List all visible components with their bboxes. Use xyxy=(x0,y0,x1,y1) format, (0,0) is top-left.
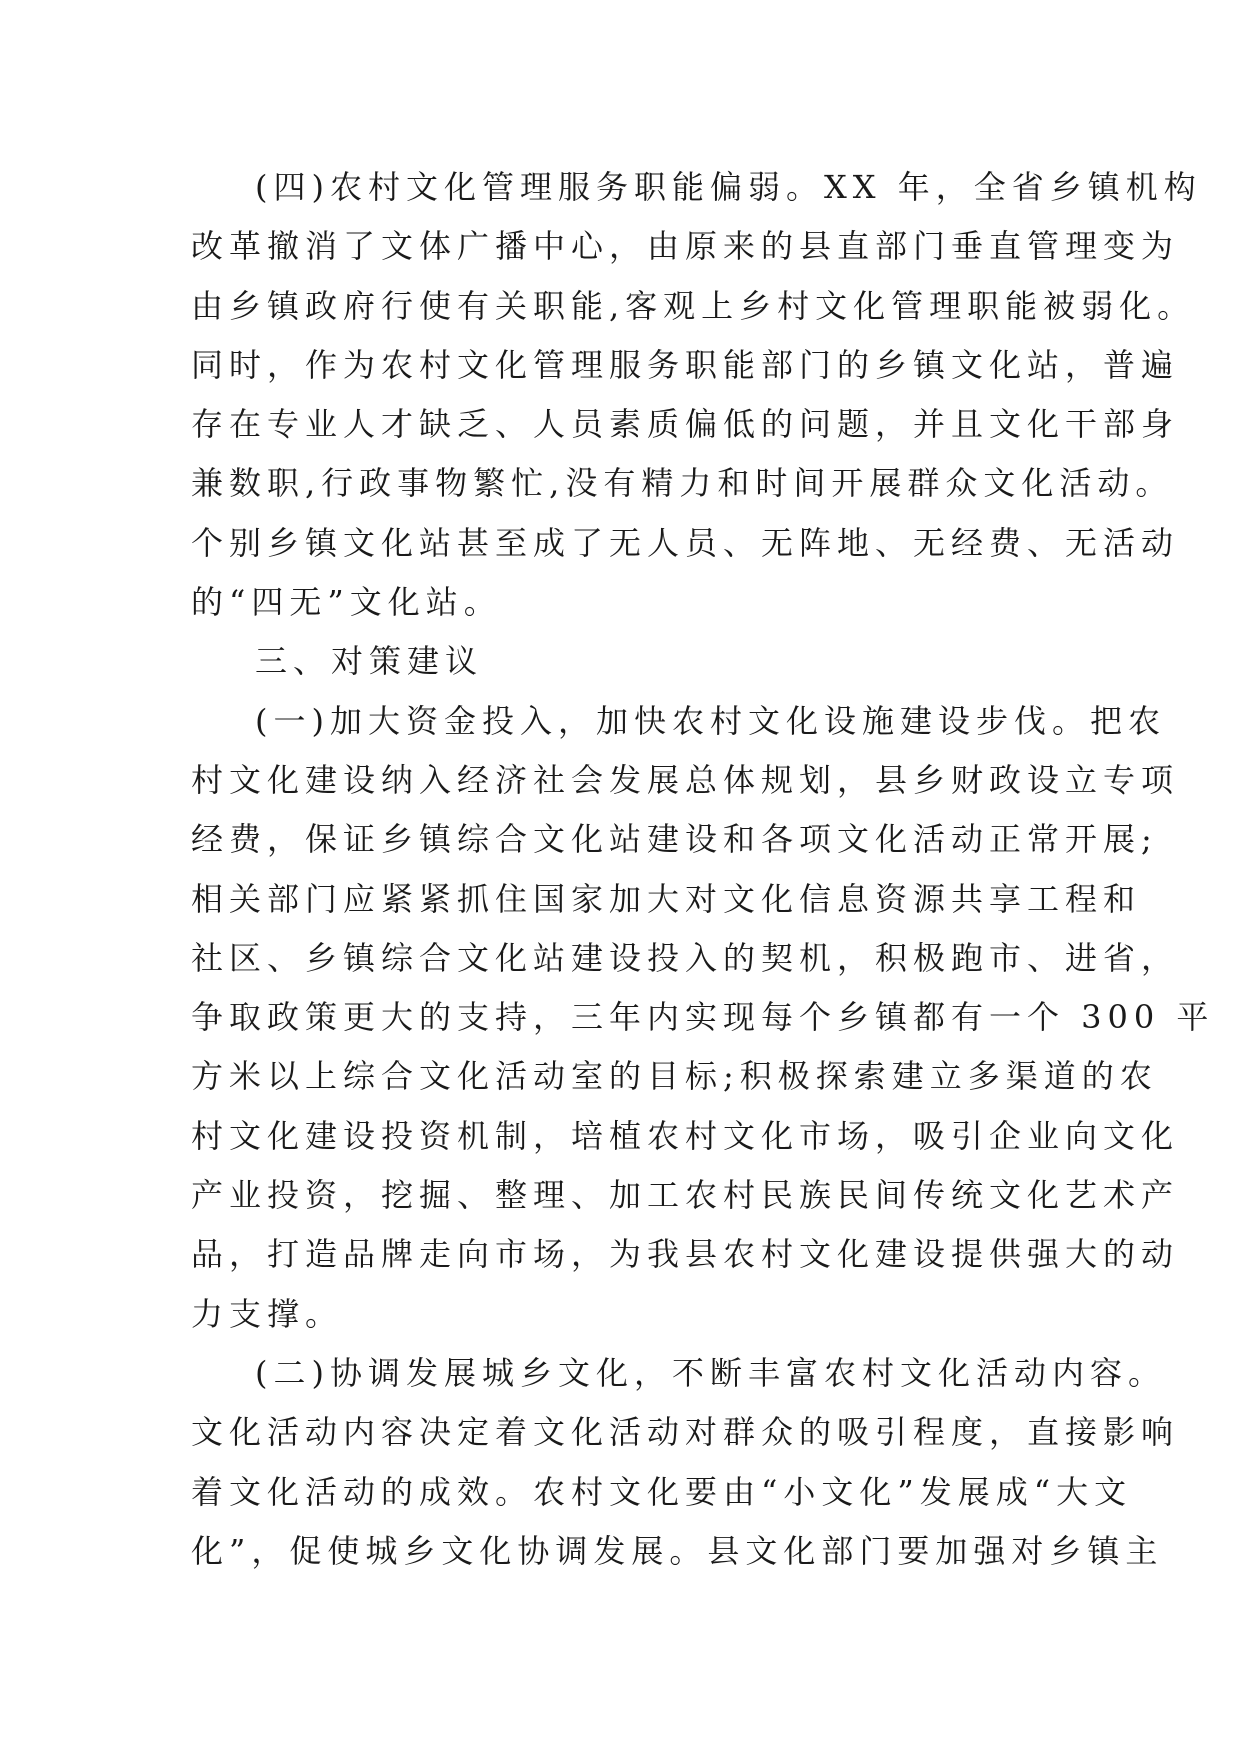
paragraph-line: (四)农村文化管理服务职能偏弱。XX 年，全省乡镇机构 xyxy=(255,168,1202,206)
paragraph-line: 兼数职,行政事物繁忙,没有精力和时间开展群众文化活动。 xyxy=(191,464,1174,503)
paragraph-line: 相关部门应紧紧抓住国家加大对文化信息资源共享工程和 xyxy=(191,879,1142,918)
paragraph-line: 存在专业人才缺乏、人员素质偏低的问题，并且文化干部身 xyxy=(191,405,1180,444)
paragraph-line: (二)协调发展城乡文化，不断丰富农村文化活动内容。 xyxy=(255,1353,1166,1392)
paragraph-line: 村文化建设纳入经济社会发展总体规划，县乡财政设立专项 xyxy=(191,760,1180,799)
paragraph-line: 文化活动内容决定着文化活动对群众的吸引程度，直接影响 xyxy=(191,1413,1180,1452)
paragraph-line: 由乡镇政府行使有关职能,客观上乡村文化管理职能被弱化。 xyxy=(191,286,1196,325)
paragraph-line: 方米以上综合文化活动室的目标;积极探索建立多渠道的农 xyxy=(191,1057,1158,1096)
paragraph-line: 力支撑。 xyxy=(191,1294,344,1333)
paragraph-line: 化”，促使城乡文化协调发展。县文化部门要加强对乡镇主 xyxy=(191,1531,1164,1570)
paragraph-line: 产业投资，挖掘、整理、加工农村民族民间传统文化艺术产 xyxy=(191,1176,1180,1215)
paragraph-line: 争取政策更大的支持，三年内实现每个乡镇都有一个 300 平 xyxy=(191,998,1215,1037)
paragraph-line: 改革撤消了文体广播中心，由原来的县直部门垂直管理变为 xyxy=(191,227,1180,266)
paragraph-line: 经费，保证乡镇综合文化站建设和各项文化活动正常开展; xyxy=(191,820,1158,859)
paragraph-line: 村文化建设投资机制，培植农村文化市场，吸引企业向文化 xyxy=(191,1116,1180,1155)
paragraph-line: 社区、乡镇综合文化站建设投入的契机，积极跑市、进省， xyxy=(191,938,1180,977)
paragraph-line: 同时，作为农村文化管理服务职能部门的乡镇文化站，普遍 xyxy=(191,345,1180,384)
paragraph-line: (一)加大资金投入，加快农村文化设施建设步伐。把农 xyxy=(255,701,1166,740)
section-heading: 三、对策建议 xyxy=(255,642,484,681)
paragraph-line: 的“四无”文化站。 xyxy=(191,583,502,622)
paragraph-line: 个别乡镇文化站甚至成了无人员、无阵地、无经费、无活动 xyxy=(191,523,1180,562)
paragraph-line: 着文化活动的成效。农村文化要由“小文化”发展成“大文 xyxy=(191,1472,1133,1511)
document-body xyxy=(191,158,1215,1581)
paragraph-line: 品，打造品牌走向市场，为我县农村文化建设提供强大的动 xyxy=(191,1235,1180,1274)
